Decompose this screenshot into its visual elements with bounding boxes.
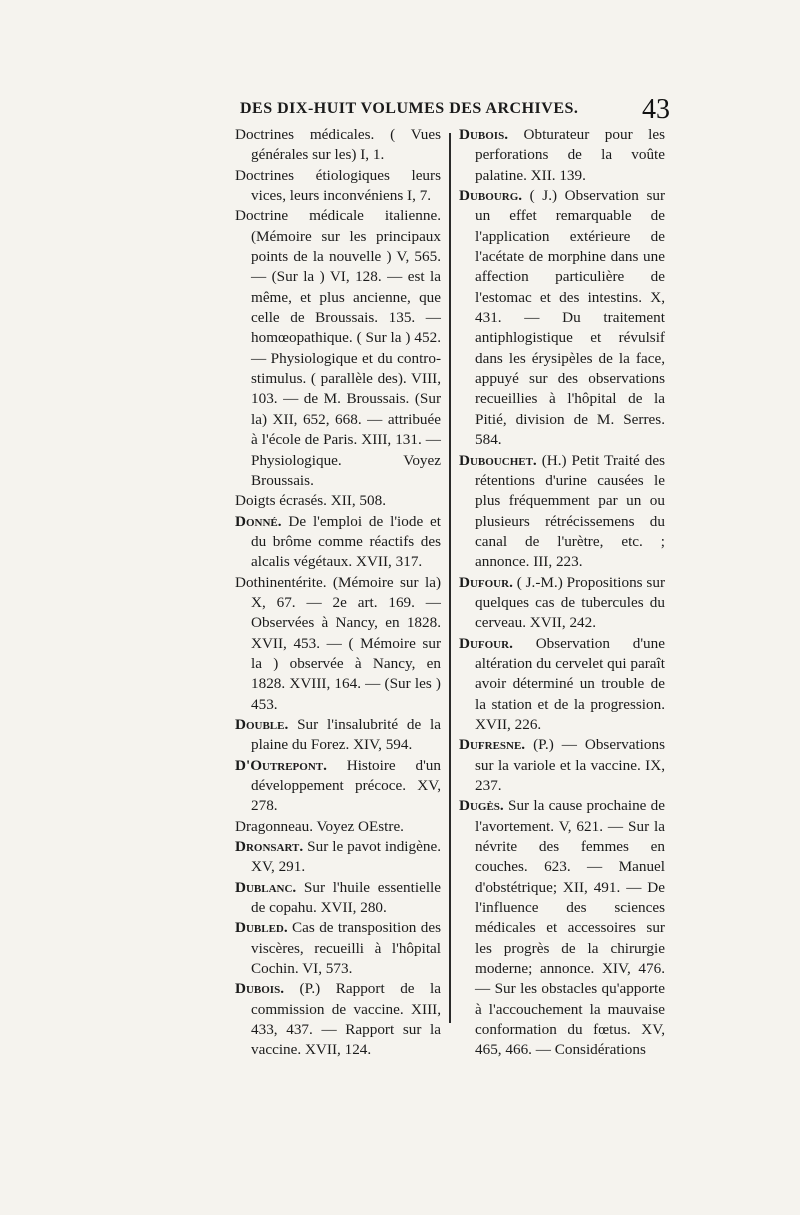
index-entry: Dufour. Observation d'une altération du cervelet qui paraît avoir déterminé un trouble de la station et de la progression. XVII, 226. — [459, 634, 665, 733]
page-number: 43 — [642, 94, 670, 125]
index-entry: D'Outrepont. Histoire d'un développement précoce. XV, 278. — [235, 756, 441, 815]
entry-head: Double. — [235, 715, 289, 733]
entry-head: Dubled. — [235, 919, 288, 937]
index-entry: Doigts écrasés. XII, 508. — [235, 492, 386, 510]
entry-head: Dufour. — [459, 634, 513, 652]
entry-head: Dubouchet. — [459, 451, 537, 469]
index-entry: Double. Sur l'insalubrité de la plaine du Forez. XIV, 594. — [235, 715, 441, 754]
entry-head: Dufour. — [459, 573, 513, 591]
index-entry: Dothinentérite. (Mémoire sur la) X, 67. — 2e art. 169. — Observées à Nancy, en 1828. XVII, 453. — ( Mémoire sur la ) observée à Nancy, en 1828. XVIII, 164. — (Sur les ) 453. — [235, 573, 441, 713]
entry-head: Dronsart. — [235, 838, 304, 856]
index-entry: Dublanc. Sur l'huile essentielle de copahu. XVII, 280. — [235, 878, 441, 917]
index-entry: Dubourg. ( J.) Observation sur un effet remarquable de l'application extérieure de l'acétate de morphine dans une affection particulière de l'estomac et des intestins. X, 431. — Du traitement antiphlogistique et révulsif dans les érysipèles de la face, appuyé sur des observations recueillies à l'hôpital de la Pitié, division de M. Serres. 584. — [459, 187, 666, 449]
entry-head: Dugès. — [459, 797, 504, 815]
index-entry: Doctrines médicales. ( Vues générales sur les) I, 1. — [235, 126, 441, 164]
entry-head: Dubois. — [459, 126, 509, 143]
index-entry: Dubled. Cas de transposition des viscères, recueilli à l'hôpital Cochin. VI, 573. — [235, 919, 441, 978]
index-entry: Dufour. ( J.-M.) Propositions sur quelques cas de tubercules du cerveau. XVII, 242. — [459, 573, 665, 632]
index-entry: Doctrine médicale italienne. (Mémoire sur les principaux points de la nouvelle ) V, 565. — (Sur la ) VI, 128. — est la même, et plus ancienne, que celle de Broussais. 135. — homœopathique. ( Sur la ) 452. — Physiologique et du contro-stimulus. ( parallèle des). VIII, 103. — de M. Broussais. (Sur la) XII, 652, 668. — attribuée à l'école de Paris. XIII, 131. — Physiologique. Voyez Broussais. — [235, 207, 441, 489]
entry-head: Dubois. — [235, 980, 285, 998]
index-entry: Dragonneau. Voyez OEstre. — [235, 817, 404, 835]
column-divider — [449, 133, 451, 1023]
index-entry: Doctrines étiologiques leurs vices, leurs inconvéniens I, 7. — [235, 166, 441, 205]
entry-head: Dubourg. — [459, 187, 523, 205]
index-entry: Dronsart. Sur le pavot indigène. XV, 291. — [235, 838, 441, 876]
entry-head: D'Outrepont. — [235, 756, 327, 774]
index-entry: Dubois. (P.) Rapport de la commission de vaccine. XIII, 433, 437. — Rapport sur la vaccine. XVII, 124. — [235, 980, 442, 1059]
left-column — [235, 125, 441, 1061]
right-column — [459, 125, 665, 1061]
index-entry: Donné. De l'emploi de l'iode et du brôme comme réactifs des alcalis végétaux. XVII, 317. — [235, 512, 441, 571]
entry-head: Dublanc. — [235, 878, 297, 896]
entry-head: Dufresne. — [459, 736, 526, 754]
running-head: DES DIX-HUIT VOLUMES DES ARCHIVES. — [240, 100, 579, 117]
index-entry: Dubois. Obturateur pour les perforations de la voûte palatine. XII. 139. — [459, 126, 666, 184]
index-entry: Dubouchet. (H.) Petit Traité des rétentions d'urine causées le plus fréquemment par un ou plusieurs rétrécissemens du canal de l'urètre, etc. ; annonce. III, 223. — [459, 451, 666, 571]
index-entry: Dugès. Sur la cause prochaine de l'avortement. V, 621. — Sur la névrite des femmes en couches. 623. — Manuel d'obstétrique; XII, 491. — De l'influence des sciences médicales et accessoires sur les progrès de la chirurgie moderne; annonce. XIV, 476. — Sur les obstacles qu'apporte à l'accouchement la mauvaise conformation du fœtus. XV, 465, 466. — Considérations — [459, 797, 666, 1059]
index-entry: Dufresne. (P.) — Observations sur la variole et la vaccine. IX, 237. — [459, 736, 665, 794]
page-header — [210, 96, 670, 126]
entry-head: Donné. — [235, 512, 282, 530]
index-columns — [235, 125, 666, 1059]
